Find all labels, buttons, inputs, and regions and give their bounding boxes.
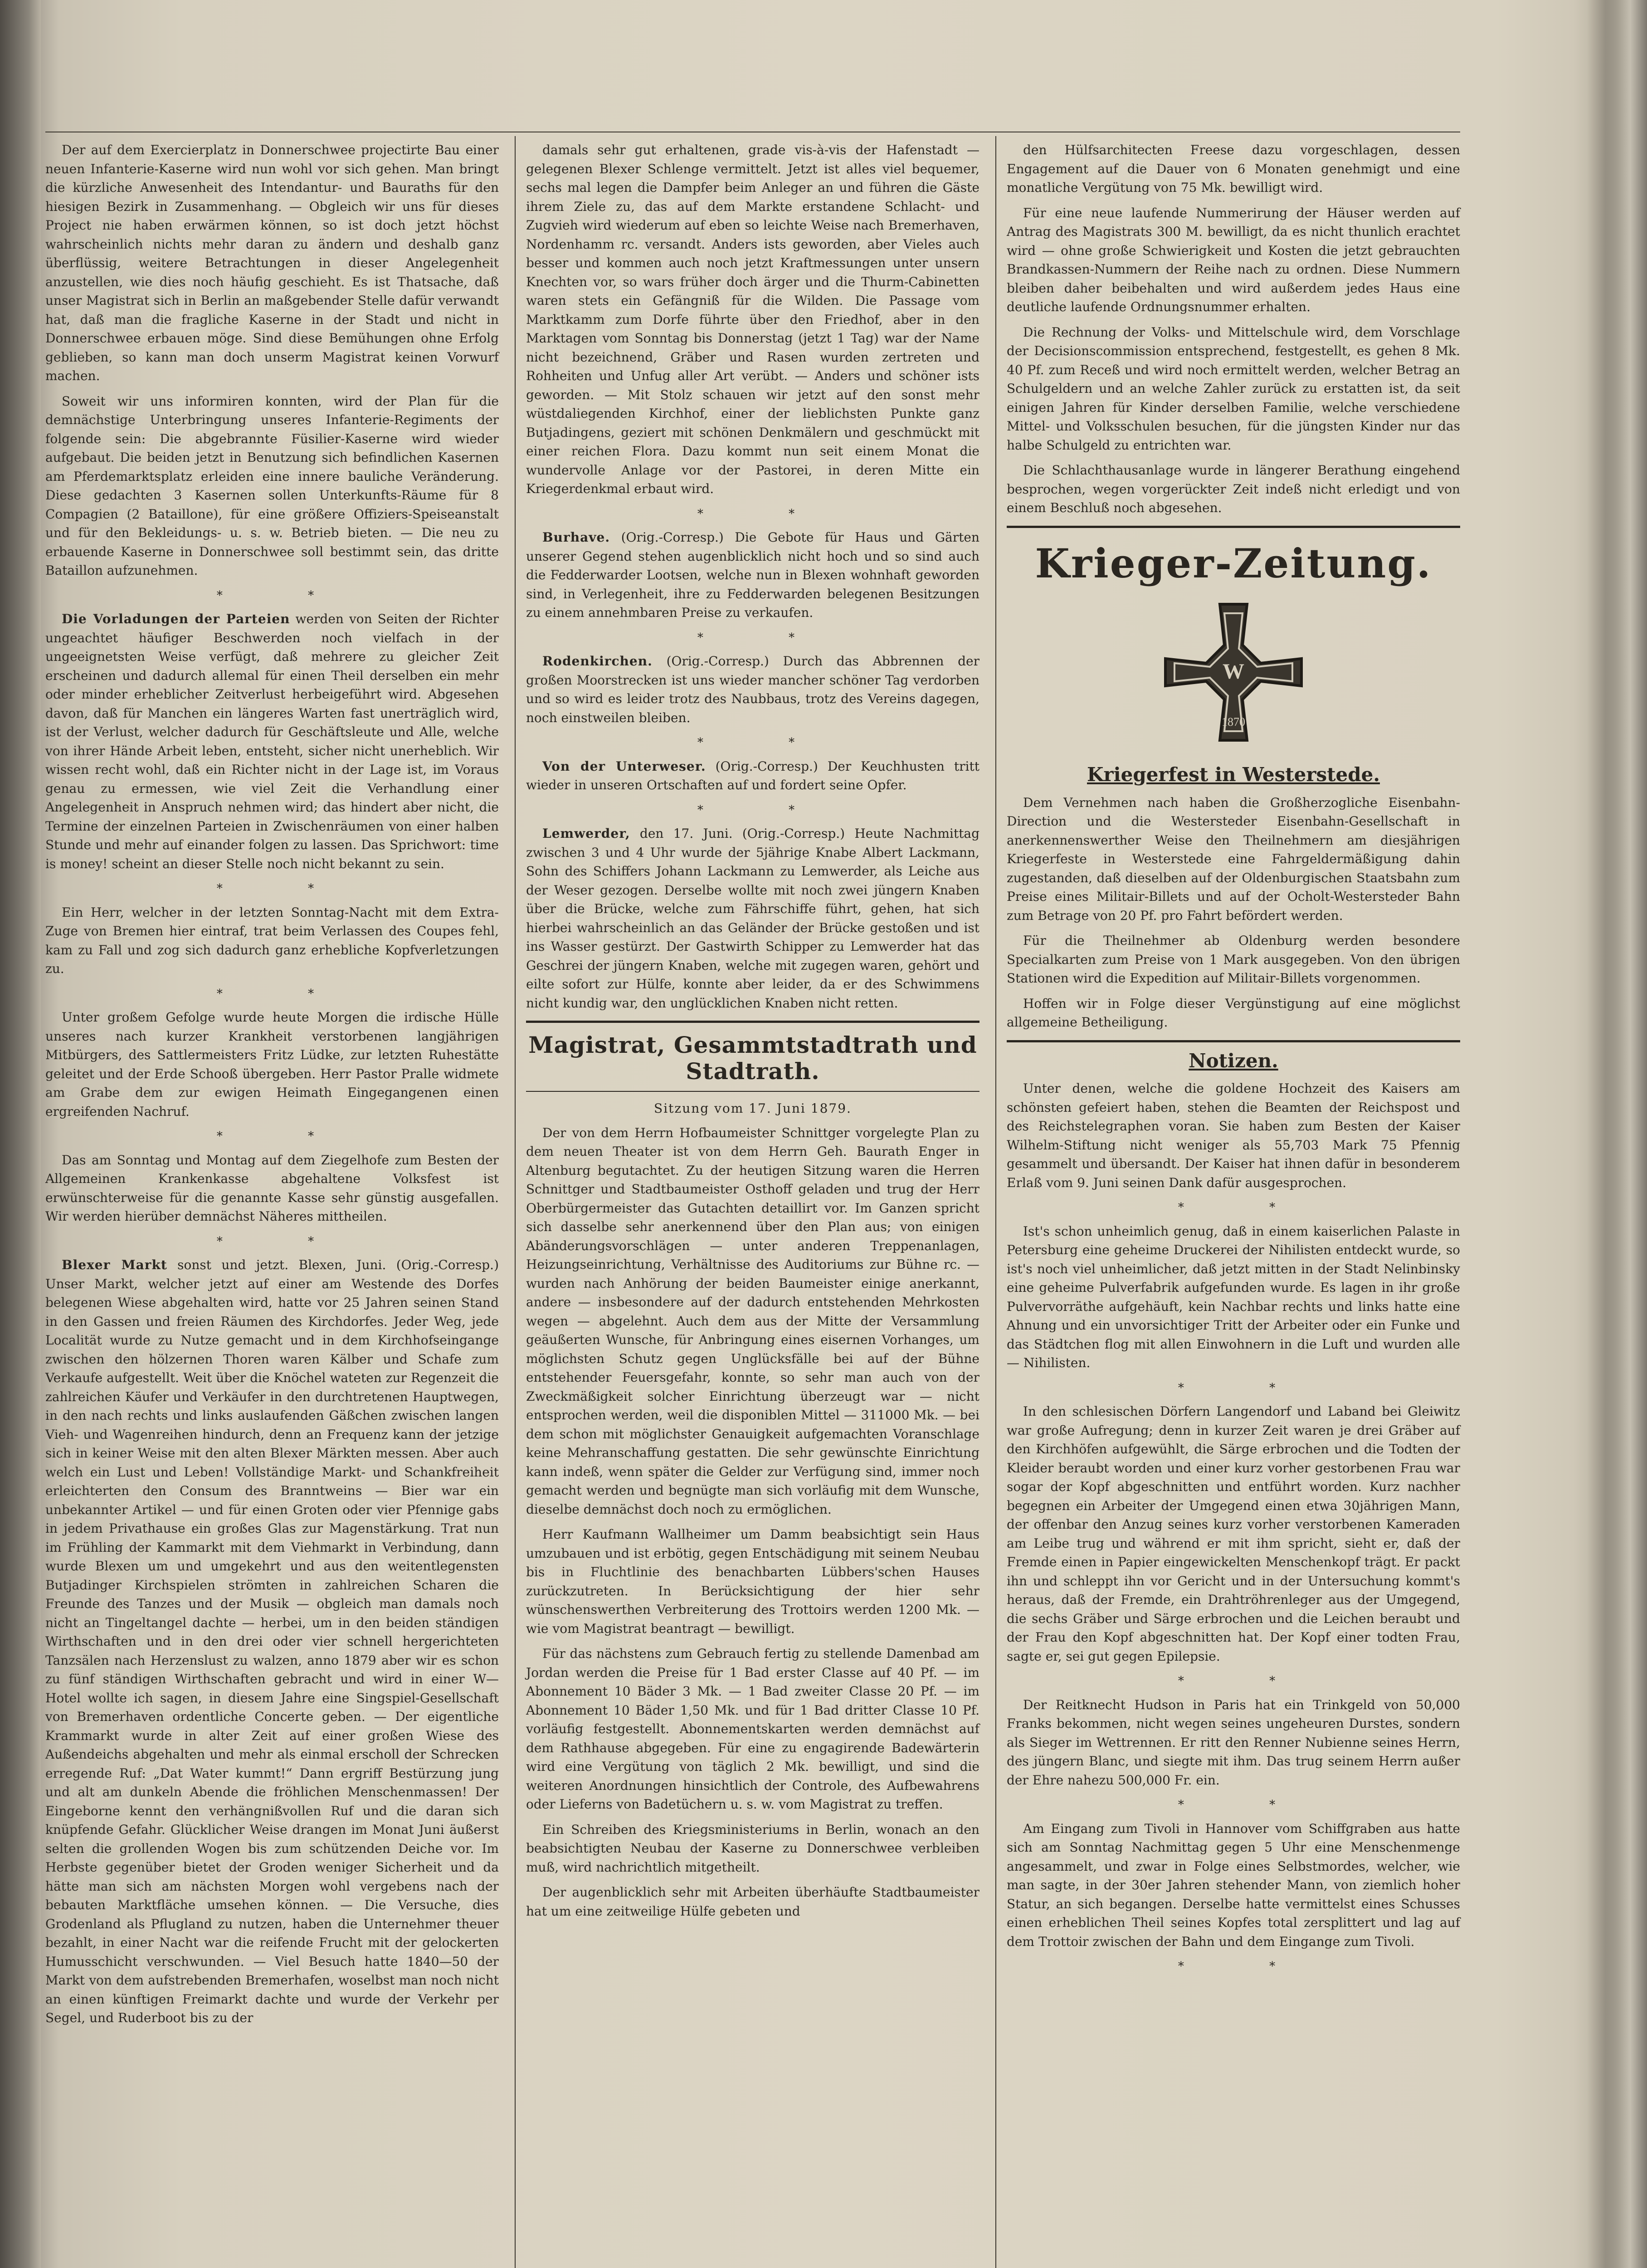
separator-stars: * * [216,882,355,895]
article-paragraph [45,392,499,580]
article-paragraph [1007,1819,1460,1951]
cross-letter: W [1223,659,1244,684]
notizen-title: Notizen. [1189,1049,1278,1072]
article-text: werden von Seiten der Richter ungeachtet häufiger Beschwerden noch vielfach in der ungeeignetsten Weise verfügt, daß mehrere zu gleicher Zeit erscheinen und dadurch allemal für einen Theil derselben ein mehr oder minder erheblicher Zeitverlust herbeigeführt wird. Abgesehen davon, daß für Manchen ein längeres Warten fast unerträglich wird, ist der Verlust, welcher dadurch für Geschäftsleute und Alle, welche von ihrer Hände Arbeit leben, entsteht, sicher nicht unerheblich. Wir wissen recht wohl, daß ein Richter nicht in der Lage ist, im Voraus genau zu ermessen, wie viel Zeit die Verhandlung einer Angelegenheit in Anspruch nehmen wird; das hindert aber nicht, die Termine der einzelnen Parteien in Zwischenräumen von einer halben Stunde und mehr auf einander folgen zu lassen. Das Sprichwort: time is money! scheint an dieser Stelle noch nicht bekannt zu sein. [45,611,499,871]
separator-stars: * * [1178,1674,1316,1688]
article-text: In den schlesischen Dörfern Langendorf und Laband bei Gleiwitz war große Aufregung; denn in kurzer Zeit waren je drei Gräber auf den Kirchhöfen aufgewühlt, die Särge erbrochen und die Todten der Kleider beraubt worden und einer kurz vorher gestorbenen Frau war sogar der Kopf abgeschnitten und entführt worden. Kurz nachher begegnen ein Arbeiter der Umgegend einen etwa 30jährigen Mann, der offenbar den Anzug seines kurz vorher verstorbenen Kameraden am Leibe trug und während er mit ihm spricht, sieht er, daß der Fremde einen in Papier eingewickelten Menschenkopf trägt. Er packt ihn und schleppt ihn vor Gericht und in der Untersuchung kommt's heraus, daß der Fremde, ein Drahtröhrenleger aus der Umgegend, die sechs Gräber und Särge erbrochen und die Leichen beraubt und der Frau den Kopf abgeschnitten hat. Der Kopf einer todten Frau, sagte er, sei gut gegen Epilepsie. [1007,1404,1460,1664]
middle-articles [526,141,979,1012]
article-paragraph [45,610,499,873]
article-text: Hoffen wir in Folge dieser Vergünstigung auf eine möglichst allgemeine Betheiligung. [1007,996,1460,1030]
article-lead: Lemwerder, [542,826,630,841]
separator-stars: * * [1178,1201,1316,1214]
article-text: Ein Schreiben des Kriegsministeriums in Berlin, wonach an den beabsichtigten Neubau der Kaserne zu Donnerschwee verbleiben muß, wird nachrichtlich mitgetheilt. [526,1822,979,1875]
newspaper-page [36,86,1460,2268]
article-paragraph [1007,994,1460,1032]
column-left [45,141,499,2034]
left-articles [45,141,499,2028]
article-text: Unter großem Gefolge wurde heute Morgen die irdische Hülle unseres nach kurzer Krankheit verstorbenen langjährigen Mitbürgers, des Sattlermeisters Fritz Lüdke, zur letzten Ruhestätte geleitet und der Erde Schooß übergeben. Herr Pastor Pralle widmete am Grabe dem zur ewigen Heimath Eingegangenen einen ergreifenden Nachruf. [45,1010,499,1119]
article-paragraph [45,141,499,386]
article-paragraph [1007,793,1460,925]
notizen-rule [1007,1040,1460,1042]
column-rule [995,136,996,2268]
article-text: Die Rechnung der Volks- und Mittelschule wird, dem Vorschlage der Decisionscommission entsprechend, festgestellt, es gehen 8 Mk. 40 Pf. zum Receß und wird noch ermittelt werden, welcher Betrag an Schulgeldern und an welche Zahler zurück zu erstatten ist, da seit einigen Jahren für Kinder derselben Familie, welche verschiedene Mittel- und Volksschulen besuchen, für die jüngsten Kinder nur das halbe Schulgeld zu entrichten war. [1007,324,1460,453]
masthead-rule [1007,526,1460,528]
separator-stars: * * [216,987,355,1001]
section-date: Sitzung vom 17. Juni 1879. [654,1101,852,1116]
iron-cross-icon [1156,595,1311,749]
article-text: (Orig.-Corresp.) Der Keuchhusten tritt wieder in unseren Ortschaften auf und fordert seine Opfer. [526,758,980,792]
article-text: (Orig.-Corresp.) Durch das Abbrennen der großen Moorstrecken ist uns wieder mancher schöner Tag verdorben und so wird es leider trotz des Naubbaus, trotz des Vereins dagegen, noch einstweilen bleiben. [526,654,979,725]
article-paragraph [1007,931,1460,988]
article-paragraph [526,757,979,795]
article-paragraph [1007,461,1460,518]
article-paragraph [526,1124,979,1519]
article-paragraph [526,1820,979,1877]
article-text: den 17. Juni. (Orig.-Corresp.) Heute Nachmittag zwischen 3 und 4 Uhr wurde der 5jährige Knabe Albert Lackmann, Sohn des Schiffers Johann Lackmann zu Lemwerder, als Leiche aus der Weser gezogen. Derselbe wollte mit noch zwei jüngern Knaben über die Brücke, welche zum Fährschiffe führt, gehen, hat sich hierbei wahrscheinlich an das Geländer der Brücke gestoßen und ist ins Wasser gestürzt. Der Gastwirth Schipper zu Lemwerder hat das Geschrei der jüngern Knaben, welche mit zugegen waren, gehört und eilte sofort zur Hülfe, konnte aber leider, da er des Schwimmens nicht kundig war, den unglücklichen Knaben nicht retten. [526,826,979,1011]
right-articles [1007,141,1460,518]
article-text: Für eine neue laufende Nummerirung der Häuser werden auf Antrag des Magistrats 300 M. bewilligt, da es nicht thunlich erachtet wird — ohne große Schwierigkeit und Kosten die jetzt gebrauchten Brandkassen-Nummern der Reihe nach zu ordnen. Diese Nummern bleiben daher beibehalten und wird außerdem jedes Haus eine deutliche laufende Ordnungsnummer erhalten. [1007,205,1460,314]
previous-page-strip [0,0,41,2268]
article-paragraph [526,1644,979,1814]
council-articles [526,1124,979,1921]
article-paragraph [526,824,979,1012]
article-text: Soweit wir uns informiren konnten, wird der Plan für die demnächstige Unterbringung unseres Infanterie-Regiments der folgende sein: Die abgebrannte Füsilier-Kaserne wird wieder aufgebaut. Die beiden jetzt in Benutzung sich befindlichen Kasernen am Pferdemarktsplatz erleiden eine innere bauliche Veränderung. Diese gedachten 3 Kasernen sollen Unterkunfts-Räume für 8 Compagien (2 Bataillone), für eine größere Offiziers-Speiseanstalt und für den Bekleidungs- u. s. w. Betrieb bieten. — Die neu zu erbauende Kaserne in Donnerschwee soll bestimmt sein, das dritte Bataillon aufzunehmen. [45,393,499,578]
cross-year: 1870 [1222,715,1245,728]
article-paragraph [526,652,979,727]
article-text: Ist's schon unheimlich genug, daß in einem kaiserlichen Palaste in Petersburg eine geheime Druckerei der Nihilisten entdeckt wurde, so ist's noch viel unheimlicher, daß jetzt mitten in der Stadt Nelinbinsky eine geheime Pulverfabrik aufgefunden wurde. Es lagen in ihr große Pulvervorräthe aufgehäuft, kein Nachbar rechts und links hatte eine Ahnung und ein unvorsichtiger Tritt der Arbeiter oder ein Funke und das Städtchen flog mit allen Einwohnern in die Luft und wurden alle — Nihilisten. [1007,1223,1460,1370]
masthead-title: Krieger-Zeitung. [1035,539,1432,587]
separator-stars: * * [1178,1960,1316,1973]
separator-stars: * * [216,588,355,602]
article-text: Die Schlachthausanlage wurde in längerer Berathung eingehend besprochen, wegen vorgerückter Zeit indeß nicht erledigt und von einem Beschluß noch abgesehen. [1007,463,1460,515]
separator-stars: * * [697,803,836,817]
section-title: Magistrat, Gesammtstadtrath und Stadtrath. [528,1031,977,1085]
article-paragraph [1007,141,1460,197]
separator-stars: * * [1178,1381,1316,1395]
article-paragraph [526,528,979,622]
column-rule [515,136,516,2268]
article-text: (Orig.-Corresp.) Die Gebote für Haus und Gärten unserer Gegend stehen augenblicklich nicht hoch und so sind auch die Fedderwarder Lootsen, welche nun in Blexen wohnhaft geworden sind, in Verlegenheit, ihre zu Fedderwarden belegenen Besitzungen zu einem annehmbaren Preise zu verkaufen. [526,530,979,620]
article-text: Für die Theilnehmer ab Oldenburg werden besondere Specialkarten zum Preise von 1 Mark ausgegeben. Von den übrigen Stationen wird die Expedition auf Militair-Billets vorgenommen. [1007,933,1460,986]
article-paragraph [526,1883,979,1921]
column-middle [526,141,979,1927]
separator-stars: * * [216,1234,355,1248]
article-paragraph [526,141,979,499]
article-paragraph [1007,1402,1460,1666]
article-text: Herr Kaufmann Wallheimer um Damm beabsichtigt sein Haus umzubauen und ist erbötig, gegen Entschädigung mit seinem Neubau bis in Fluchtlinie des benachbarten Lübbers'schen Hauses zurückzutreten. In Berücksichtigung der hier sehr wünschenswerthen Verbreiterung des Trottoirs werden 1200 Mk. — wie vom Magistrat beantragt — bewilligt. [526,1527,979,1636]
article-paragraph [1007,1696,1460,1790]
article-text: damals sehr gut erhaltenen, grade vis-à-vis der Hafenstadt — gelegenen Blexer Schlenge vermittelt. Jetzt ist alles viel bequemer, sechs mal legen die Dampfer beim Anleger an und führen die Gäste ihrem Ziele zu, das auf dem Markte erstandene Schlacht- und Zugvieh wird wiederum auf eben so leichte Weise nach Bremerhaven, Nordenhamm rc. versandt. Anders ists geworden, aber Vieles auch besser und kommen auch noch jetzt Kraftmessungen unter unsern Knechten vor, so wars früher doch ärger und die Thurm-Cabinetten waren stets ein Gefängniß für die Wilden. Die Passage vom Marktkamm zum Dorfe führte über den Friedhof, aber in den Marktagen vom Sonntag bis Donnerstag (jetzt 1 Tag) war der Name nicht bezeichnend, Gräber und Rasen wurden zertreten und Rohheiten und Unfug aller Art verübt. — Anders und schöner ists geworden. — Mit Stolz schauen wir jetzt auf den sonst mehr wüstdaliegenden Kirchhof, einer der lieblichsten Punkte ganz Butjadingens, geziert mit schönen Denkmälern und geschmückt mit einer reichen Flora. Dazu kommt nun seit einem Monat die wundervolle Anlage vor der Pastorei, in deren Mitte ein Kriegerdenkmal erbaut wird. [526,142,979,496]
article-paragraph [45,1008,499,1121]
article-lead: Die Vorladungen der Parteien [62,611,290,626]
section-title-rule [526,1091,979,1092]
article-text: Dem Vernehmen nach haben die Großherzogliche Eisenbahn-Direction und die Westersteder Eisenbahn-Gesellschaft in anerkennenswerther Weise den Theilnehmern am diesjährigen Kriegerfeste in Westerstede eine Fahrgeldermäßigung dahin zugestanden, daß dieselben auf der Oldenburgischen Staatsbahn zum Preise eines Militair-Billets und auf der Ocholt-Westersteder Bahn zum Betrage von 20 Pf. pro Fahrt befördert werden. [1007,795,1460,923]
separator-stars: * * [697,631,836,645]
column-right [1007,141,1460,1981]
article-paragraph [1007,1079,1460,1192]
section-rule [526,1021,979,1023]
notizen-articles [1007,1079,1460,1976]
article-text: Der augenblicklich sehr mit Arbeiten überhäufte Stadtbaumeister hat um eine zeitweilige Hülfe gebeten und [526,1885,979,1919]
article-text: sonst und jetzt. Blexen, Juni. (Orig.-Corresp.) Unser Markt, welcher jetzt auf einer am Westende des Dorfes belegenen Wiese abgehalten wird, hatte vor 25 Jahren seinen Stand in den Gassen und freien Räumen des Kirchdorfes. Jeder Weg, jede Localität wurde zu Nutze gemacht und in dem Kirchhofseingange zwischen den hölzernen Thoren waren Kälber und Schafe zum Verkaufe aufgestellt. Weit über die Knöchel wateten zur Regenzeit die zahlreichen Käufer und Verkäufer in den durchtretenen Hauptwegen, in den nach rechts und links auslaufenden Gäßchen zwischen langen Vieh- und Wagenreihen hindurch, denn an Frequenz kann der jetzige sich in keiner Weise mit den alten Blexer Märkten messen. Aber auch welch ein Lust und Leben! Vollständige Markt- und Schankfreiheit erleichterten den Consum des Branntweins — Bier war ein unbekannter Artikel — und für einen Groten oder vier Pfennige gabs in jedem Privathause ein großes Glas zur Magenstärkung. Trat nun im Frühling der Kammarkt mit dem Viehmarkt in Verbindung, dann wurde Blexen um und umgekehrt und aus den weitentlegensten Butjadinger Kirchspielen strömten in zahlreichen Scharen die Freunde des Tanzes und der Musik — obgleich man damals noch nicht an Tingeltangel dachte — herbei, um in den beiden ständigen Wirthschaften und in den drei oder vier schnell hergerichteten Tanzsälen nach Herzenslust zu walzen, anno 1879 aber wir es schon zu fünf ständigen Wirthschaften gebracht und wird in einer W— Hotel wollte ich sagen, in diesem Jahre eine Singspiel-Gesellschaft von Bremerhaven ordentliche Concerte geben. — Der eigentliche Krammarkt wurde in alter Zeit auf einer großen Wiese des Außendeichs abgehalten und mehr als einmal erscholl der Schrecken erregende Ruf: „Dat Water kummt!“ Dann ergriff Bestürzung jung und alt am dunkeln Abende die fröhlichen Menschenmassen! Der Eingeborne kennt den verhängnißvollen Ruf und die daran sich knüpfende Gefahr. Glücklicher Weise drangen im Monat Juni äußerst selten die grollenden Wogen bis zum schützenden Deiche vor. Im Herbste gegenüber bietet der Groden weniger Sicherheit und da hätte man sich am nächsten Morgen wohl vergebens nach der bebauten Marktfläche umsehen können. — Die Versuche, dies Grodenland als Pflugland zu nutzen, haben die Unternehmer theuer bezahlt, in einer Nacht war die reifende Frucht mit der gelockerten Humusschicht verschwunden. — Viel Besuch hatte 1840—50 der Markt von dem aufstrebenden Bremerhafen, woselbst man noch nicht an einen künftigen Freimarkt dachte und wurde der Verkehr per Segel, und Ruderboot bis zu der [45,1257,499,2025]
article-text: den Hülfsarchitecten Freese dazu vorgeschlagen, dessen Engagement auf die Dauer von 6 Monaten genehmigt und eine monatliche Vergütung von 75 Mk. bewilligt wird. [1007,142,1460,195]
fest-title: Kriegerfest in Westerstede. [1087,763,1380,786]
article-paragraph [526,1525,979,1638]
iron-cross-wrap [1007,595,1460,755]
separator-stars: * * [1178,1798,1316,1812]
article-paragraph [1007,323,1460,455]
article-text: Der auf dem Exercierplatz in Donnerschwee projectirte Bau einer neuen Infanterie-Kaserne wird nun wohl vor sich gehen. Man bringt die kürzliche Anwesenheit des Intendantur- und Bauraths für den hiesigen Bezirk in Zusammenhang. — Obgleich wir uns für dieses Project nie haben erwärmen können, so ist doch jetzt höchst wahrscheinlich nichts mehr daran zu ändern und deshalb ganz überflüssig, weitere Betrachtungen in dieser Angelegenheit anzustellen, wie dies noch häufig geschieht. Es ist Thatsache, daß unser Magistrat sich in Berlin an maßgebender Stelle dafür verwandt hat, daß man die fragliche Kaserne in der Stadt und nicht in Donnerschwee erbauen möge. Sind diese Bemühungen ohne Erfolg geblieben, so kann man doch unserm Magistrat keinen Vorwurf machen. [45,142,499,383]
article-text: Der von dem Herrn Hofbaumeister Schnittger vorgelegte Plan zu dem neuen Theater ist von dem Herrn Geh. Baurath Enger in Altenburg begutachtet. Zu der heutigen Sitzung waren die Herren Schnittger und Stadtbaumeister Osthoff geladen und trug der Herr Oberbürgermeister das Gutachten detaillirt vor. Im Ganzen spricht sich dasselbe sehr anerkennend über den Plan aus; von einigen Abänderungsvorschlägen — unter anderen Treppenanlagen, Heizungseinrichtung, Verhältnisse des Auditoriums zur Bühne rc. — wurden nach Anhörung der beiden Baumeister einige anerkannt, andere — insbesondere auf der dadurch entstehenden Mehrkosten wegen — abgelehnt. Auch dem aus der Mitte der Versammlung geäußerten Wunsche, für Anbringung eines eisernen Vorhanges, um möglichsten Schutz gegen Unglücksfälle bei auf der Bühne entstehender Feuersgefahr, konnte, so sehr man auch von der Zweckmäßigkeit solcher Einrichtung überzeugt war — nicht entsprochen werden, weil die disponiblen Mittel — 311000 Mk. — bei dem schon mit möglichster Genauigkeit aufgemachten Voranschlage keine Mehranschaffung gestatten. Die sehr gewünschte Einrichtung kann indeß, wenn später die Gelder zur Verfügung sind, immer noch gemacht werden und begnügte man sich vorläufig mit dem Wunsche, dieselbe demnächst doch noch zu ermöglichen. [526,1125,979,1517]
article-text: Unter denen, welche die goldene Hochzeit des Kaisers am schönsten gefeiert haben, stehen die Beamten der Reichspost und des Reichstelegraphen voran. Sie haben zum Besten der Kaiser Wilhelm-Stiftung nicht weniger als 55,703 Mark 75 Pfennig gesammelt und übersandt. Der Kaiser hat ihnen dafür in besonderem Erlaß vom 9. Juni seinen Dank dafür ausgesprochen. [1007,1081,1460,1190]
article-lead: Burhave. [542,530,610,545]
article-lead: Von der Unterweser. [542,758,706,774]
separator-stars: * * [697,736,836,749]
article-paragraph [1007,204,1460,317]
article-paragraph [45,1151,499,1226]
article-text: Ein Herr, welcher in der letzten Sonntag-Nacht mit dem Extra-Zuge von Bremen hier eintraf, trat beim Verlassen des Coupes fehl, kam zu Fall und zog sich dadurch ganz erhebliche Kopfverletzungen zu. [45,904,499,976]
fest-articles [1007,793,1460,1032]
article-paragraph [45,903,499,978]
article-text: Für das nächstens zum Gebrauch fertig zu stellende Damenbad am Jordan werden die Preise für 1 Bad erster Classe auf 40 Pf. — im Abonnement 10 Bäder 3 Mk. — 1 Bad zweiter Classe 20 Pf. — im Abonnement 10 Bäder 1,50 Mk. und für 1 Bad dritter Classe 10 Pf. vorläufig festgestellt. Abonnementskarten werden demnächst auf dem Rathhause abgegeben. Für eine zu engagirende Badewärterin wird eine Vergütung von täglich 2 Mk. bewilligt, und sind die weiteren Anordnungen hinsichtlich der Controle, des Aufbewahrens oder Lieferns von Badetüchern u. s. w. vom Magistrat zu treffen. [526,1646,979,1812]
article-text: Der Reitknecht Hudson in Paris hat ein Trinkgeld von 50,000 Franks bekommen, nicht wegen seines ungeheuren Durstes, sondern als Sieger im Wettrennen. Er ritt den Renner Nubienne seines Herrn, des jüngern Blanc, und siegte mit ihm. Das trug seinem Herrn außer der Ehre nahezu 500,000 Fr. ein. [1007,1697,1460,1788]
article-paragraph [1007,1222,1460,1373]
separator-stars: * * [216,1129,355,1143]
article-paragraph [45,1256,499,2028]
article-lead: Rodenkirchen. [542,654,653,669]
article-text: Am Eingang zum Tivoli in Hannover vom Schiffgraben aus hatte sich am Sonntag Nachmittag gegen 5 Uhr eine Menschenmenge angesammelt, und zwar in Folge eines Selbstmordes, welcher, wie man sagte, in der 30er Jahren stehender Mann, von ziemlich hoher Statur, an sich begangen. Derselbe hatte vermittelst eines Schusses einen erheblichen Theil seines Kopfes total zersplittert und lag auf dem Trottoir zwischen der Bahn und dem Eingange zum Tivoli. [1007,1821,1460,1949]
article-lead: Blexer Markt [62,1257,167,1272]
article-text: Das am Sonntag und Montag auf dem Ziegelhofe zum Besten der Allgemeinen Krankenkasse abgehaltene Volksfest ist erwünschterweise für die genannte Kasse sehr günstig ausgefallen. Wir werden hierüber demnächst Näheres mittheilen. [45,1152,499,1224]
separator-stars: * * [697,507,836,521]
page-edge-shadow [1587,0,1647,2268]
